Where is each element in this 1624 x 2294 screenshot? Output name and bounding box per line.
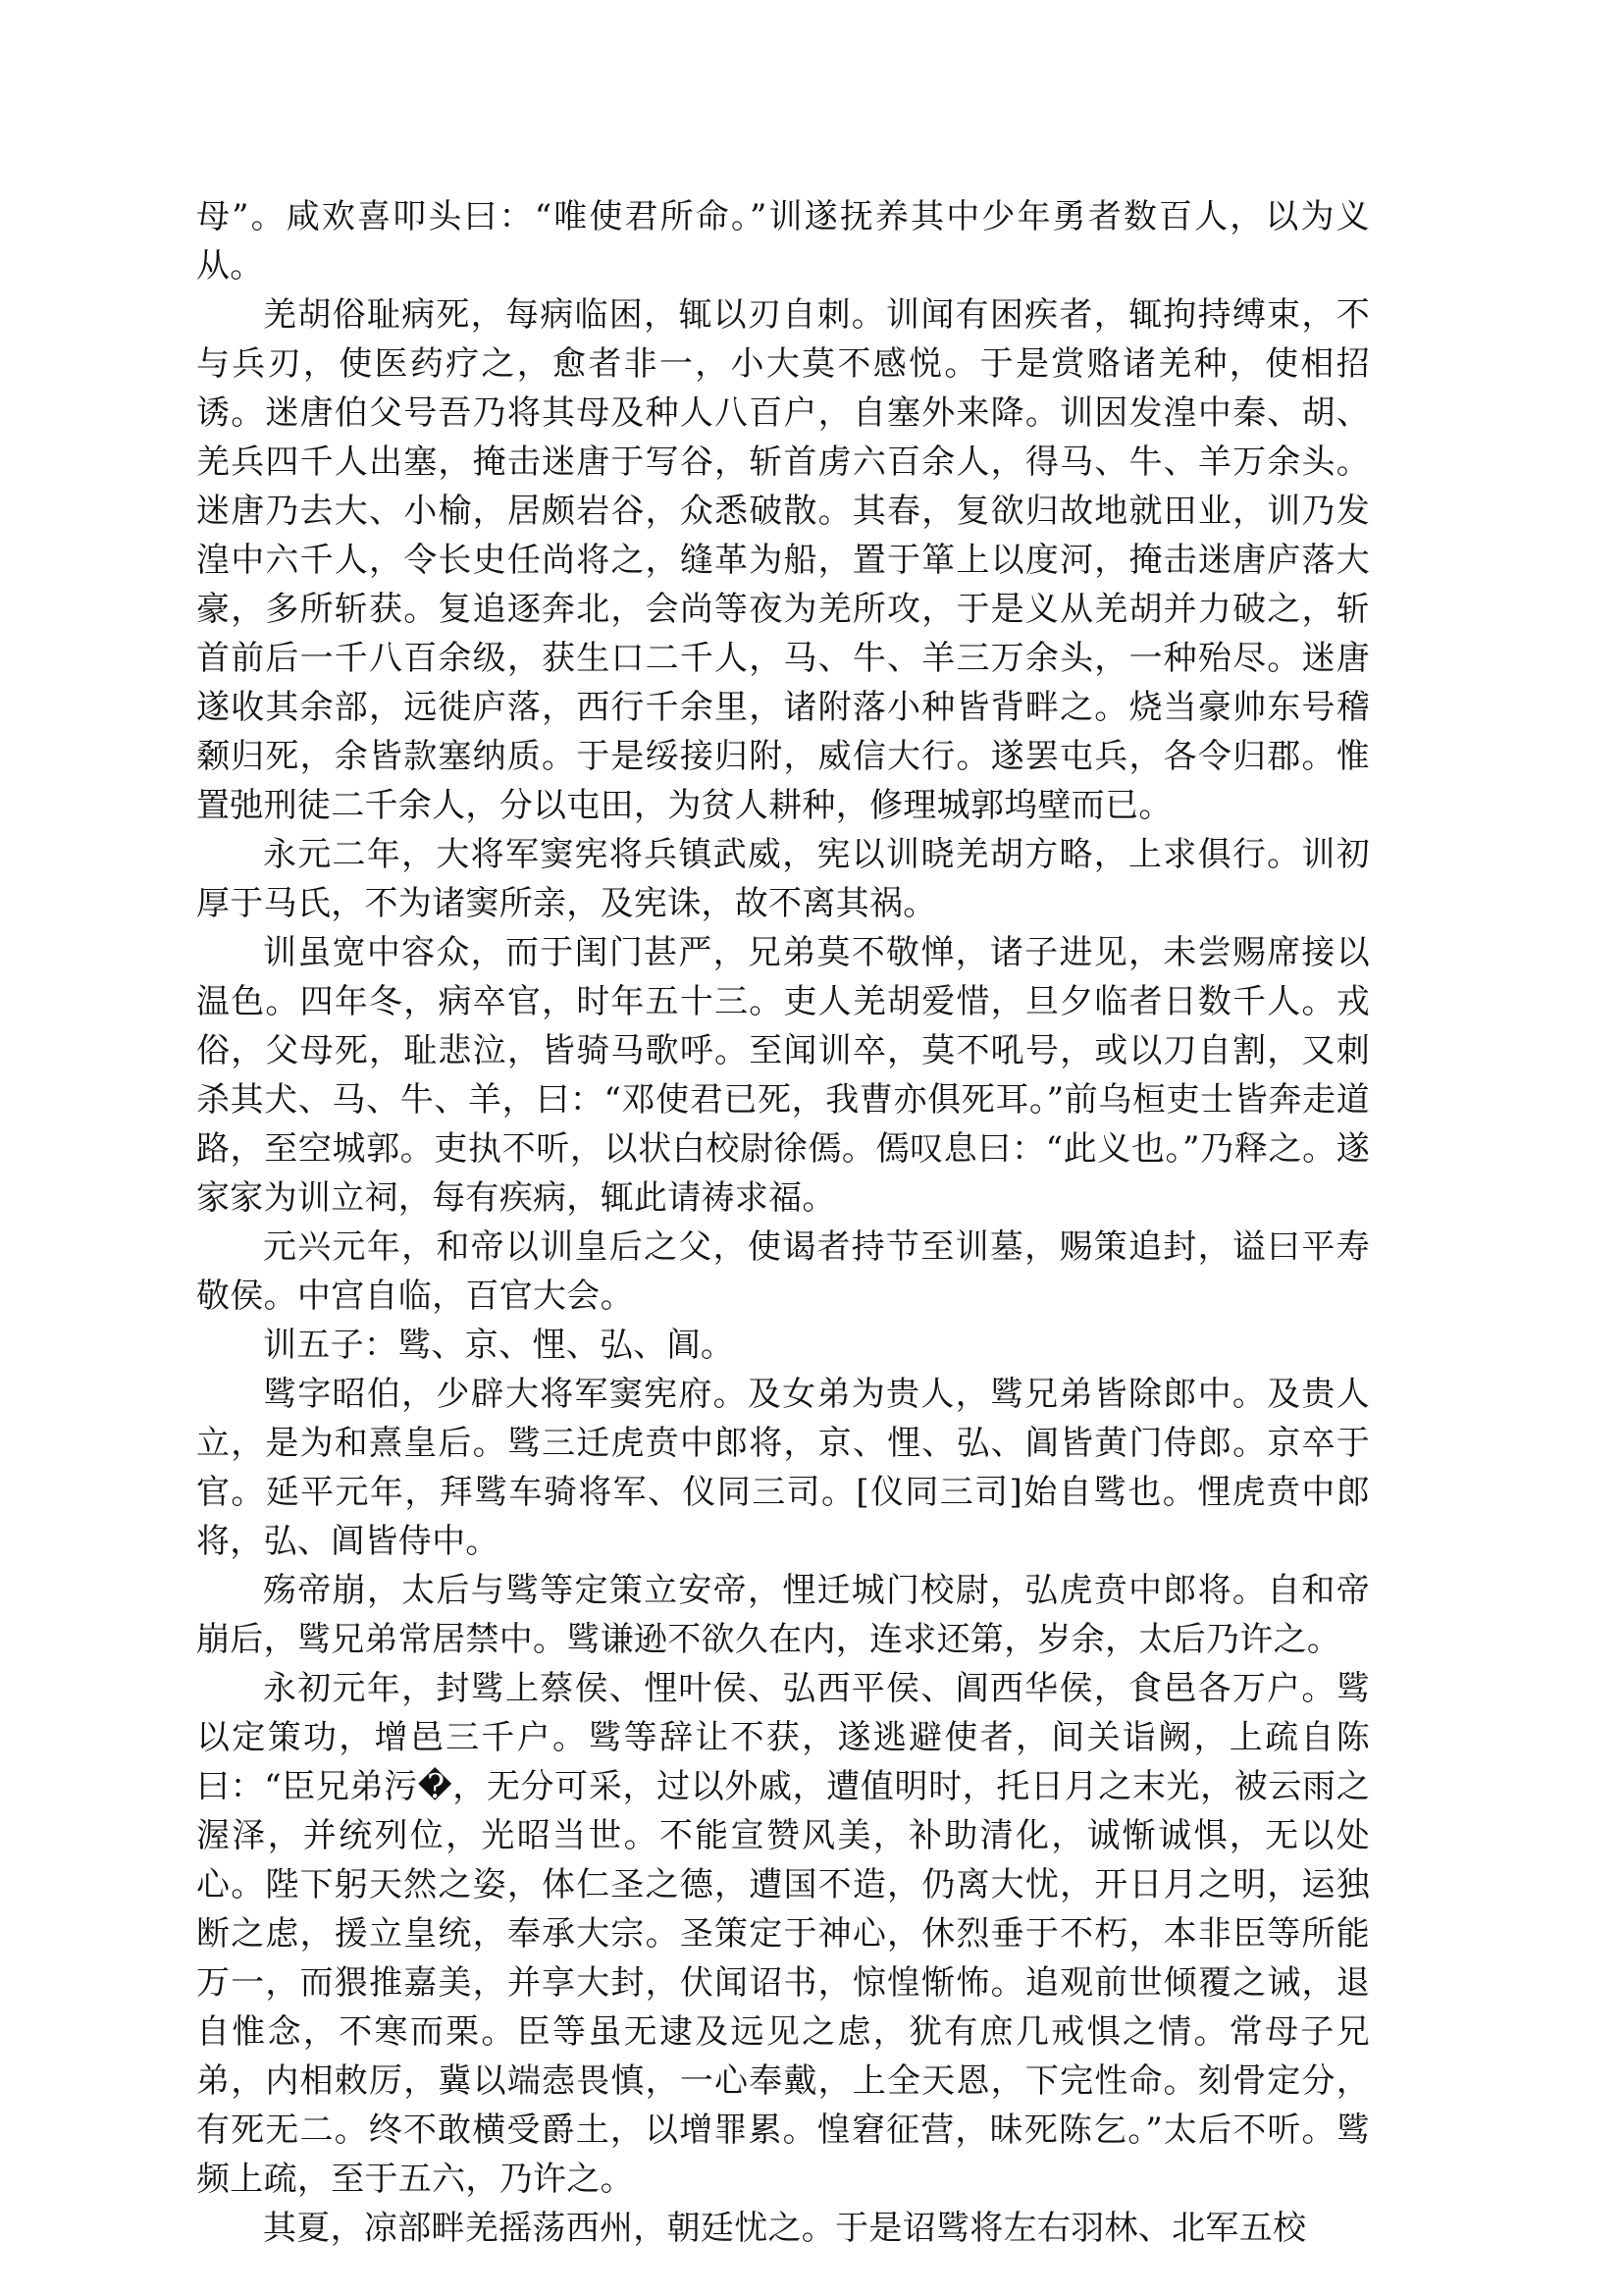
paragraph-6: 训五子：骘、京、悝、弘、阊。 [263,1326,735,1365]
paragraph-5: 元兴元年，和帝以训皇后之父，使谒者持节至训墓，赐策追封，谥曰平寿敬侯。中宫自临，百官大会。 [196,1227,1370,1316]
document-page [196,192,1370,2253]
paragraph-7: 骘字昭伯，少辟大将军窦宪府。及女弟为贵人，骘兄弟皆除郎中。及贵人立，是为和熹皇后。骘三迁虎贲中郎将，京、悝、弘、阊皆黄门侍郎。京卒于官。延平元年，拜骘车骑将军、仪同三司。[仪同三司]始自骘也。悝虎贲中郎将，弘、阊皆侍中。 [196,1375,1370,1561]
paragraph-4: 训虽宽中容众，而于闺门甚严，兄弟莫不敬惮，诸子进见，未尝赐席接以温色。四年冬，病卒官，时年五十三。吏人羌胡爱惜，旦夕临者日数千人。戎俗，父母死，耻悲泣，皆骑马歌呼。至闻训卒，莫不吼号，或以刀自割，又刺杀其犬、马、牛、羊，曰：“邓使君已死，我曹亦俱死耳。”前乌桓吏士皆奔走道路，至空城郭。吏执不听，以状白校尉徐傿。傿叹息曰：“此义也。”乃释之。遂家家为训立祠，每有疾病，辄此请祷求福。 [196,933,1370,1218]
paragraph-1: 母”。咸欢喜叩头曰：“唯使君所命。”训遂抚养其中少年勇者数百人，以为义从。 [196,197,1370,286]
paragraph-8: 殇帝崩，太后与骘等定策立安帝，悝迁城门校尉，弘虎贲中郎将。自和帝崩后，骘兄弟常居禁中。骘谦逊不欲久在内，连求还第，岁余，太后乃许之。 [196,1571,1370,1659]
paragraph-3: 永元二年，大将军窦宪将兵镇武威，宪以训晓羌胡方略，上求俱行。训初厚于马氏，不为诸窦所亲，及宪诛，故不离其祸。 [196,835,1370,923]
paragraph-9: 永初元年，封骘上蔡侯、悝叶侯、弘西平侯、阊西华侯，食邑各万户。骘以定策功，增邑三千户。骘等辞让不获，遂逃避使者，间关诣阙，上疏自陈曰：“臣兄弟污�，无分可采，过以外戚，遭值明时，托日月之末光，被云雨之渥泽，并统列位，光昭当世。不能宣赞风美，补助清化，诚惭诚惧，无以处心。陛下躬天然之姿，体仁圣之德，遭国不造，仍离大忧，开日月之明，运独断之虑，援立皇统，奉承大宗。圣策定于神心，休烈垂于不朽，本非臣等所能万一，而猥推嘉美，并享大封，伏闻诏书，惊惶惭怖。追观前世倾覆之诫，退自惟念，不寒而栗。臣等虽无逮及远见之虑，犹有庶几戒惧之情。常母子兄弟，内相敕厉，冀以端悫畏慎，一心奉戴，上全天恩，下完性命。刻骨定分，有死无二。终不敢横受爵土，以增罪累。惶窘征营，昧死陈乞。”太后不听。骘频上疏，至于五六，乃许之。 [196,1669,1370,2199]
paragraph-2: 羌胡俗耻病死，每病临困，辄以刃自刺。训闻有困疾者，辄拘持缚束，不与兵刃，使医药疗之，愈者非一，小大莫不感悦。于是赏赂诸羌种，使相招诱。迷唐伯父号吾乃将其母及种人八百户，自塞外来降。训因发湟中秦、胡、羌兵四千人出塞，掩击迷唐于写谷，斩首虏六百余人，得马、牛、羊万余头。迷唐乃去大、小榆，居颇岩谷，众悉破散。其春，复欲归故地就田业，训乃发湟中六千人，令长史任尚将之，缝革为船，置于箪上以度河，掩击迷唐庐落大豪，多所斩获。复追逐奔北，会尚等夜为羌所攻，于是义从羌胡并力破之，斩首前后一千八百余级，获生口二千人，马、牛、羊三万余头，一种殆尽。迷唐遂收其余部，远徙庐落，西行千余里，诸附落小种皆背畔之。烧当豪帅东号稽颡归死，余皆款塞纳质。于是绥接归附，威信大行。遂罢屯兵，各令归郡。惟置弛刑徒二千余人，分以屯田，为贫人耕种，修理城郭坞壁而已。 [196,295,1370,825]
paragraph-10: 其夏，凉部畔羌摇荡西州，朝廷忧之。于是诏骘将左右羽林、北军五校 [263,2209,1307,2248]
